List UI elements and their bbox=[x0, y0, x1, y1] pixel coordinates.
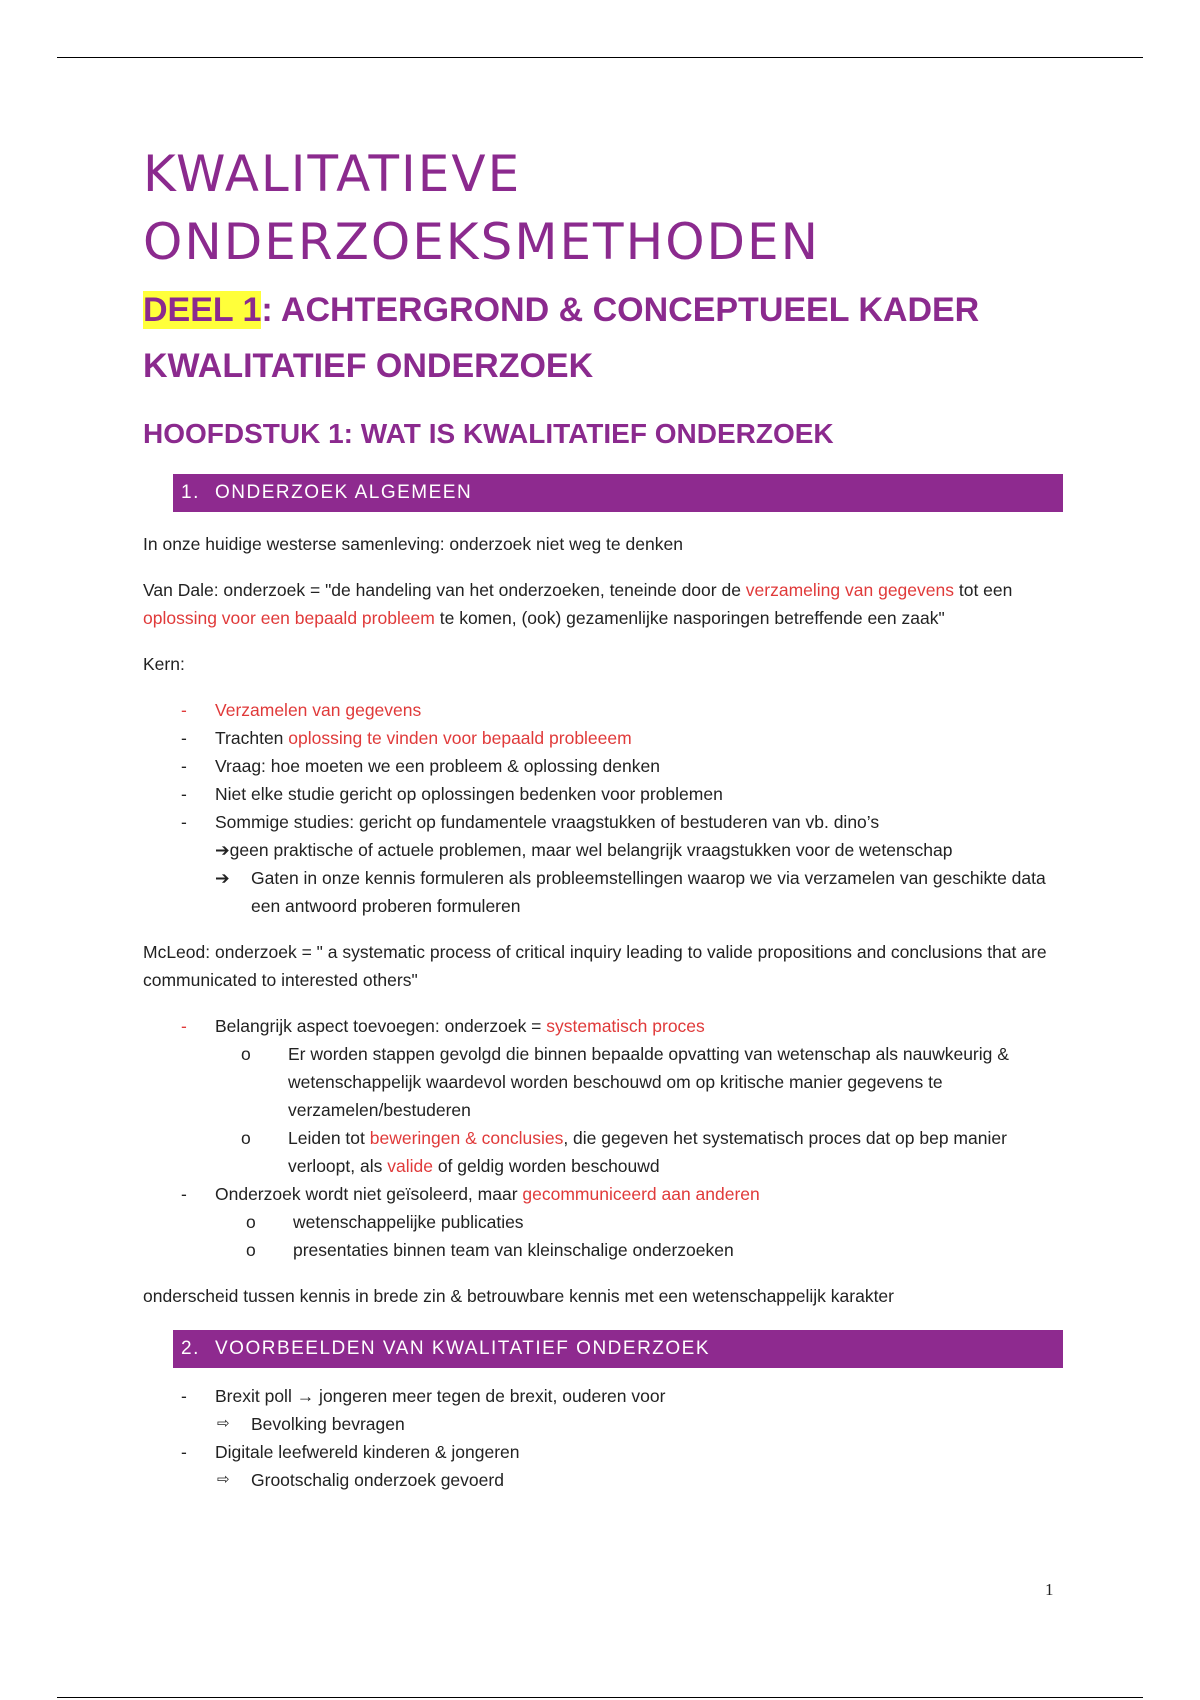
deel-heading bbox=[143, 282, 1063, 394]
text-run: te komen, (ook) gezamenlijke nasporingen betreffende een zaak" bbox=[434, 608, 945, 628]
document-page bbox=[143, 140, 1063, 1494]
sub-list-item bbox=[143, 1208, 1063, 1236]
text-run: of geldig worden beschouwd bbox=[432, 1156, 660, 1176]
closing-paragraph: onderscheid tussen kennis in brede zin & betrouwbare kennis met een wetenschappelijk karakter bbox=[143, 1286, 894, 1306]
bold-arrow-icon: ➔ bbox=[215, 868, 230, 888]
list-item bbox=[143, 1180, 1063, 1208]
red-text: valide bbox=[387, 1156, 433, 1176]
text-run: Leiden tot bbox=[288, 1128, 370, 1148]
list-item: - Vraag: hoe moeten we een probleem & oplossing denken bbox=[143, 752, 1063, 780]
red-text: verzameling van gegevens bbox=[745, 580, 954, 600]
text-run: Gaten in onze kennis formuleren als probleemstellingen waarop we via verzamelen van geschikte data een antwoord proberen formuleren bbox=[251, 868, 1046, 916]
circle-bullet-icon: o bbox=[246, 1240, 256, 1260]
footer-rule bbox=[57, 1697, 1143, 1698]
arrow-line bbox=[143, 864, 1063, 920]
text-run: presentaties binnen team van kleinschalige onderzoeken bbox=[293, 1240, 734, 1260]
open-arrow-icon: ⇨ bbox=[217, 1471, 230, 1488]
chapter-heading: HOOFDSTUK 1: WAT IS KWALITATIEF ONDERZOEK bbox=[143, 418, 834, 449]
red-text: oplossing te vinden voor bepaald probleeem bbox=[288, 728, 632, 748]
text-run: Trachten bbox=[215, 728, 289, 748]
comm-sublist bbox=[143, 1208, 1063, 1264]
text-run: wetenschappelijke publicaties bbox=[293, 1212, 524, 1232]
text-run: Belangrijk aspect toevoegen: onderzoek = bbox=[215, 1016, 547, 1036]
sub-list-item bbox=[143, 1124, 1063, 1180]
sub-list-item bbox=[143, 1040, 1063, 1124]
sub-list-item bbox=[143, 1236, 1063, 1264]
bold-arrow-icon: ➔ bbox=[215, 840, 230, 860]
comm-list bbox=[143, 1180, 1063, 1208]
section-title: ONDERZOEK ALGEMEEN bbox=[215, 482, 473, 503]
red-text: beweringen & conclusies bbox=[369, 1128, 564, 1148]
list-item: - Sommige studies: gericht op fundamentele vraagstukken of bestuderen van vb. dino’s bbox=[143, 808, 1063, 836]
list-item: - Niet elke studie gericht op oplossingen bedenken voor problemen bbox=[143, 780, 1063, 808]
text-run: Er worden stappen gevolgd die binnen bepaalde opvatting van wetenschap als nauwkeurig & wetenschappelijk waardevol worden beschouwd om op kritische manier gegevens te verzamelen/bestuderen bbox=[288, 1044, 1009, 1120]
list-item bbox=[143, 1012, 1063, 1040]
text-run: Bevolking bevragen bbox=[251, 1414, 405, 1434]
aspect-list bbox=[143, 1012, 1063, 1040]
deel-highlight: DEEL 1 bbox=[143, 291, 262, 329]
list-item: - Digitale leefwereld kinderen & jongeren bbox=[143, 1438, 1063, 1466]
text-run: geen praktische of actuele problemen, maar wel belangrijk vraagstukken voor de wetenschap bbox=[229, 840, 953, 860]
examples-list bbox=[143, 1382, 1063, 1410]
text-run: , die gegeven het systematisch proces dat op bep manier verloopt, als bbox=[288, 1128, 1007, 1176]
kern-list bbox=[143, 696, 1063, 836]
page-number: 1 bbox=[1045, 1580, 1054, 1599]
text-run: Van Dale: onderzoek = "de handeling van het onderzoeken, teneinde door de bbox=[143, 580, 746, 600]
section-title: VOORBEELDEN VAN KWALITATIEF ONDERZOEK bbox=[215, 1338, 711, 1359]
section-number: 1. bbox=[181, 482, 200, 503]
list-item bbox=[143, 696, 1063, 724]
arrow-line bbox=[143, 836, 1063, 864]
red-text: Verzamelen van gegevens bbox=[215, 700, 422, 720]
red-text: systematisch proces bbox=[546, 1016, 705, 1036]
title-line-1: KWALITATIEVE bbox=[143, 145, 522, 203]
intro-paragraph: In onze huidige westerse samenleving: onderzoek niet weg te denken bbox=[143, 534, 683, 554]
open-arrow-icon: ⇨ bbox=[217, 1415, 230, 1432]
circle-bullet-icon: o bbox=[241, 1128, 251, 1148]
kern-label: Kern: bbox=[143, 654, 185, 674]
header-rule bbox=[57, 57, 1143, 58]
examples-list bbox=[143, 1438, 1063, 1466]
section-bar-1 bbox=[173, 474, 1063, 512]
arrow-line bbox=[143, 1410, 1063, 1438]
section-bar-2 bbox=[173, 1330, 1063, 1368]
circle-bullet-icon: o bbox=[241, 1044, 251, 1064]
text-run: Onderzoek wordt niet geïsoleerd, maar bbox=[215, 1184, 523, 1204]
title-line-2: ONDERZOEKSMETHODEN bbox=[143, 213, 821, 271]
text-run: Grootschalig onderzoek gevoerd bbox=[251, 1470, 504, 1490]
list-item bbox=[143, 724, 1063, 752]
document-title bbox=[143, 140, 1063, 276]
list-item: - Brexit poll → jongeren meer tegen de brexit, ouderen voor bbox=[143, 1382, 1063, 1410]
mcleod-paragraph: McLeod: onderzoek = " a systematic process of critical inquiry leading to valide propositions and conclusions that are communicated to interested others" bbox=[143, 942, 1047, 990]
arrow-line bbox=[143, 1466, 1063, 1494]
circle-bullet-icon: o bbox=[246, 1212, 256, 1232]
red-text: oplossing voor een bepaald probleem bbox=[143, 608, 435, 628]
deel-line-2: KWALITATIEF ONDERZOEK bbox=[143, 347, 594, 385]
text-run: tot een bbox=[953, 580, 1013, 600]
aspect-sublist bbox=[143, 1040, 1063, 1180]
red-text: gecommuniceerd aan anderen bbox=[522, 1184, 760, 1204]
vandale-paragraph bbox=[143, 576, 1063, 632]
section-number: 2. bbox=[181, 1338, 200, 1359]
deel-rest: : ACHTERGROND & CONCEPTUEEL KADER bbox=[261, 291, 980, 329]
